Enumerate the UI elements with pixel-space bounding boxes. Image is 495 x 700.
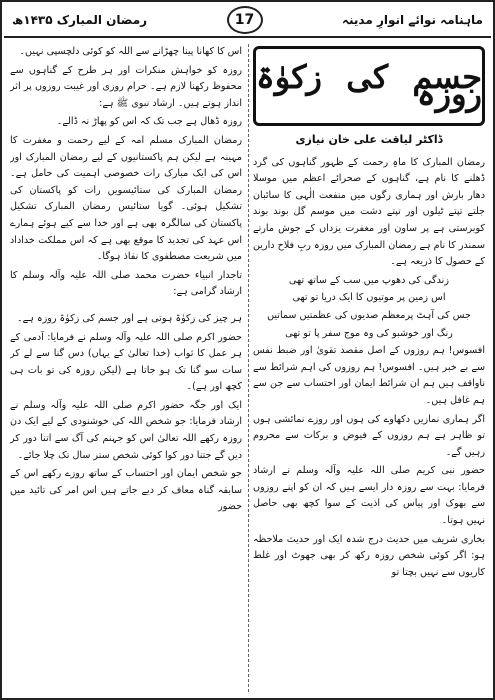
paragraph: روزہ کو خواہش منکرات اور ہر طرح کے گناہوں سے محفوظ رکھنا لازم ہے۔ حرام روزی اور غیبت روزوں پر اثر انداز ہوتے ہیں۔ ارشاد نبوی ﷺ ہے: (10, 64, 242, 109)
column-divider (248, 44, 250, 692)
magazine-name: ماہنامہ نوائے انوارِ مدینہ (341, 13, 483, 27)
page-number: 17 (227, 6, 263, 34)
poem (253, 273, 485, 342)
spacer (10, 303, 242, 311)
paragraph: اس کا کھانا پینا چھڑانے سے اللہ کو کوئی دلچسپی نہیں۔ (19, 46, 242, 57)
intro-paragraph: رمضان المبارک کا ماہِ رحمت کے ظہور گناہوں کی گرد ڈھلنے کا نام ہے، گناہوں کے صحرائے اعظم میں موسلا دھار بارش اور ہماری رگوں میں منفعت الٰہی کا سائبان جلتے تپتے ٹیلوں اور تپتے دشت میں موسم گل بوند بوند کوبرستی ہے پر ساون اور مغفرت یزداں کے جوش مارتے سمندر کا نام ہے رمضان المبارک میں روزہ ربِ فلاح دارین کے حصول کا ذریعہ ہے۔ (253, 156, 485, 268)
left-column (10, 44, 242, 692)
hadith-quote: ہر چیز کی زکوٰۃ ہوتی ہے اور جسم کی زکوٰۃ روزہ ہے۔ (17, 312, 242, 324)
issue-date: رمضان المبارک ۱۴۳۵ھ (12, 13, 148, 27)
paragraph: اگر ہماری نمازیں دکھاوے کی ہوں اور روزے نمائشی ہوں تو ظاہر ہے ہم روزوں کے فیوض و برکات سے محروم رہیں گے۔ (253, 413, 485, 458)
paragraph: بخاری شریف میں حدیث درج شدہ ایک اور حدیث ملاحظہ ہو: اگر کوئی شخص روزہ رکھ کر بھی جھوٹ اور غلط کاریوں سے نہیں بچتا تو (253, 533, 485, 578)
article-title: جسم کی زکوٰۃ روزہ (253, 46, 485, 126)
poem-verse: جس کی آہٹ پرمعظم صدیوں کی عظمتیں سماتیں (267, 309, 471, 321)
paragraph: حضور نبی کریم صلی اللہ علیہ وآلہ وسلم نے ارشاد فرمایا: بہت سے روزہ دار ایسے ہیں کہ ان کو اپنے روزوں سے بھوک اور پیاس کی اذیت کے سوا کچھ بھی حاصل نہیں ہوتا۔ (253, 465, 485, 527)
hadith-quote: روزہ ڈھال ہے جب تک کہ اس کو پھاڑ نہ ڈالے۔ (56, 116, 242, 128)
paragraph: ایک اور جگہ حضور اکرم صلی اللہ علیہ وآلہ وسلم نے ارشاد فرمایا: جو شخص اللہ کی خوشنودی کے لیے ایک دن روزہ رکھے اللہ تعالیٰ اس کو جہنم کی آگ سے اتنا دور کر دیں گے جتنا دور کوا کوئی شخص ستر سال تک چلا جائے۔ (10, 399, 242, 461)
paragraph: رمضان المبارک مسلم امہ کے لیے رحمت و مغفرت کا مہینہ ہے لیکن ہم پاکستانیوں کے لیے رمضان المبارک اور اس کی ایک مبارک رات خصوصی اہمیت کی حامل ہے۔ رمضان المبارک کی ستائیسویں رات کو پاکستان کی تشکیل ہوئی۔ گویا ستائیس رمضان المبارک تشکیل پاکستان کی سالگرہ بھی ہے اور خدا سے کیے ہوئے ہمارے اس عہد کی تجدید کا موقع بھی ہے کہ اس مملکت خداداد میں شریعت مصطفوی کا نفاذ ہوگا۔ (10, 134, 242, 263)
article-author: ڈاکٹر لیاقت علی خان نیازی (295, 133, 443, 146)
paragraph: افسوس! ہم روزوں کے اصل مقصد تقویٰ اور ضبط نفس سے بے خبر ہیں۔ افسوس! ہم روزوں کی اہم شرائط سے ناواقف ہیں ہم ان شرائط ایمان اور احتساب سے جن سے ہم غافل ہیں۔ (253, 345, 485, 406)
poem-verse: رنگ اور خوشبو کی وہ موج سفر پا تو تھی (285, 327, 453, 339)
paragraph: حضور اکرم صلی اللہ علیہ وآلہ وسلم نے فرمایا: آدمی کے ہر عمل کا ثواب (خدا تعالیٰ کے یہاں) دس گنا سے لے کر سات سو گنا تک ہو جاتا ہے (لیکن روزہ کی تو بات ہی کچھ اور ہے)۔ (10, 331, 242, 393)
paragraph: جو شخص ایمان اور احتساب کے ساتھ روزے رکھے اس کے سابقہ گناہ معاف کر دیے جاتے ہیں اس امر کی تائید میں حضور (10, 468, 242, 513)
right-column (253, 44, 485, 692)
paragraph: تاجدار انبیاء حضرت محمد صلی اللہ علیہ وآلہ وسلم کا ارشاد گرامی ہے: (10, 269, 242, 298)
poem-verse: زندگی کی دھوپ میں سب کے ساتھ تھی (289, 274, 449, 286)
page-header (4, 4, 491, 38)
poem-verse: اس زمین پر موتیوں کا ایک دریا تو تھی (292, 292, 446, 304)
